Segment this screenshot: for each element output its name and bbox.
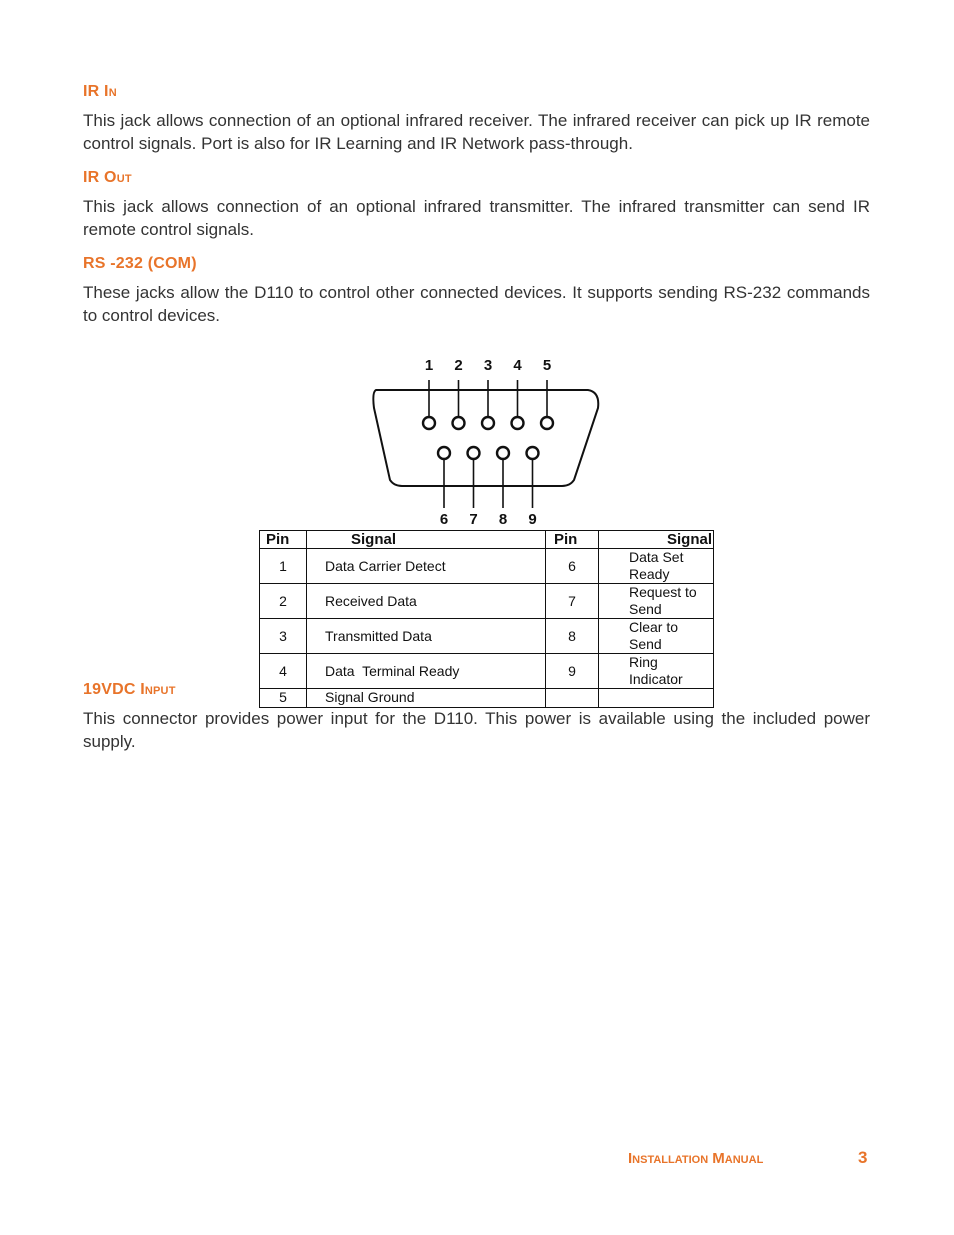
section-dc-input-heading: 19VDC Input <box>83 681 176 698</box>
pin-number: 2 <box>260 584 307 619</box>
pin-signal: Data Terminal Ready <box>307 654 546 689</box>
pin-number: 4 <box>260 654 307 689</box>
pin-socket <box>541 417 553 429</box>
pin-number: 6 <box>546 549 599 584</box>
pin-signal: Ring Indicator <box>599 654 714 689</box>
pin-number: 1 <box>260 549 307 584</box>
table-row <box>260 689 714 707</box>
header-signal-right: Signal <box>599 531 714 549</box>
pin-signal-table <box>259 530 714 708</box>
pin-socket <box>423 417 435 429</box>
pin-signal: Data Set Ready <box>599 549 714 584</box>
pin-label: 7 <box>469 511 478 528</box>
pin-label: 3 <box>483 357 493 374</box>
top-pins <box>423 357 553 429</box>
pin-label: 5 <box>542 357 552 374</box>
footer-manual-label: Installation Manual <box>628 1150 764 1167</box>
pin-label: 1 <box>424 357 434 374</box>
footer-page-number: 3 <box>858 1148 868 1167</box>
section-ir-out-body: This jack allows connection of an optional infrared transmitter. The infrared transmitter can send IR remote control signals. <box>83 197 870 239</box>
pin-number: 9 <box>546 654 599 689</box>
section-rs232-heading: RS -232 (COM) <box>83 255 197 272</box>
table-row <box>260 654 714 689</box>
pin-label: 6 <box>439 511 449 528</box>
pin-number: 7 <box>546 584 599 619</box>
table-row <box>260 549 714 584</box>
table-row <box>260 584 714 619</box>
header-signal-left: Signal <box>307 531 546 549</box>
bottom-pins <box>438 447 539 528</box>
pin-signal: Data Carrier Detect <box>307 549 546 584</box>
table-header-row <box>260 531 714 549</box>
section-ir-out-heading: IR Out <box>83 169 132 186</box>
section-ir-in-body: This jack allows connection of an optional infrared receiver. The infrared receiver can pick up IR remote control signals. Port is also for IR Learning and IR Network pass-through. <box>83 111 870 153</box>
pin-number: 5 <box>260 689 307 707</box>
pin-label: 2 <box>454 357 463 374</box>
pin-number: 3 <box>260 619 307 654</box>
connector-shell <box>373 390 598 486</box>
pin-socket <box>453 417 465 429</box>
pin-signal: Request to Send <box>599 584 714 619</box>
pin-socket <box>482 417 494 429</box>
header-pin-right: Pin <box>546 531 599 549</box>
pin-label: 9 <box>528 511 537 528</box>
section-ir-in-heading: IR In <box>83 83 117 100</box>
section-dc-input-body: This connector provides power input for the D110. This power is available using the included power supply. <box>83 709 870 751</box>
section-rs232-body: These jacks allow the D110 to control other connected devices. It supports sending RS-232 commands to control devices. <box>83 283 870 325</box>
pin-signal: Signal Ground <box>307 689 546 707</box>
pin-socket <box>527 447 539 459</box>
table-row <box>260 619 714 654</box>
pin-signal <box>599 689 714 707</box>
pin-signal: Clear to Send <box>599 619 714 654</box>
pin-socket <box>438 447 450 459</box>
pin-label: 4 <box>513 357 522 374</box>
header-pin-left: Pin <box>260 531 307 549</box>
pin-socket <box>497 447 509 459</box>
pin-number <box>546 689 599 707</box>
pin-signal: Received Data <box>307 584 546 619</box>
pin-socket <box>512 417 524 429</box>
pin-label: 8 <box>498 511 508 528</box>
pin-number: 8 <box>546 619 599 654</box>
pin-socket <box>468 447 480 459</box>
pin-signal: Transmitted Data <box>307 619 546 654</box>
